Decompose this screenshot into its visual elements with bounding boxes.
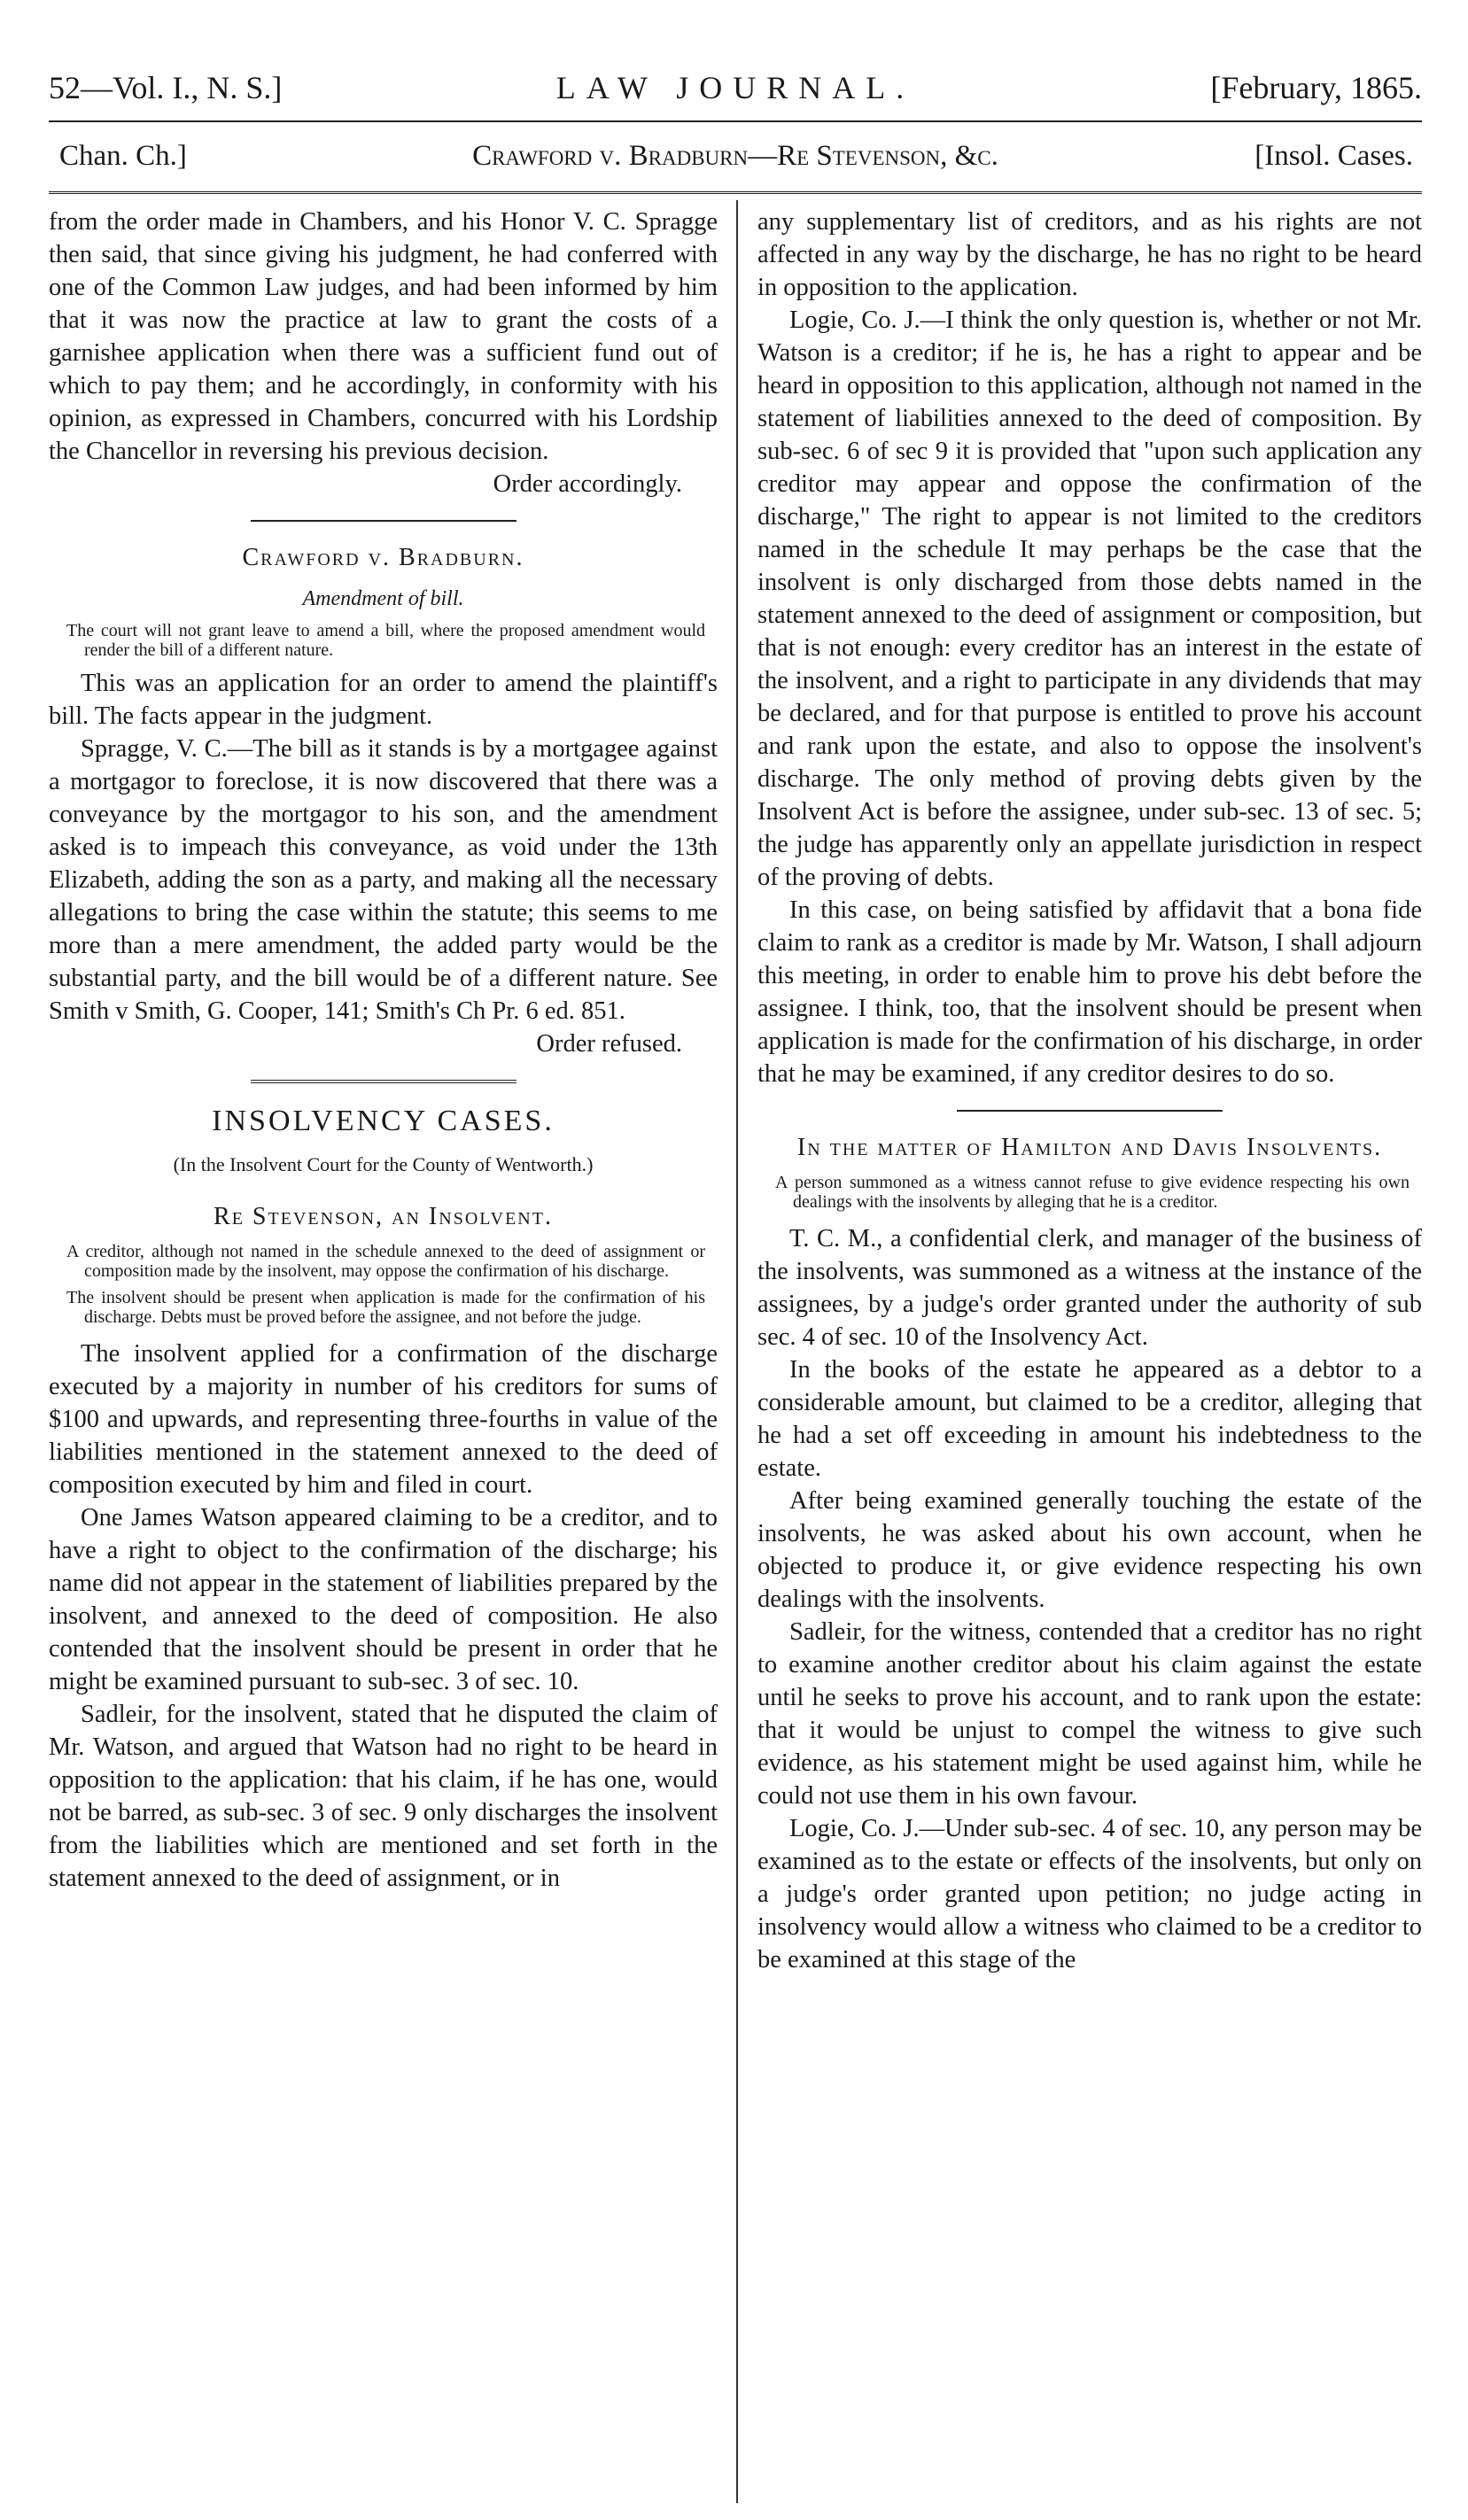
paragraph: Logie, Co. J.—I think the only question is, whether or not Mr. Watson is a creditor; if he is, he has a right to appear and be heard in opposition to this application, although not named in the statement of liabilities annexed to the deed of composition. By sub-sec. 6 of sec 9 it is provided that "upon such application any creditor may appear and oppose the confirmation of the discharge," The right to appear is not limited to the creditors named in the schedule It may perhaps be the case that the insolvent is only discharged from those debts named in the statement annexed to the deed of assignment or composition, but that is not enough: every creditor has an interest in the estate of the insolvent, and a right to participate in any dividends that may be declared, and for that purpose is entitled to prove his account and rank upon the estate, and also to oppose the insolvent's discharge. The only method of proving debts given by the Insolvent Act is before the assignee, under sub-sec. 13 of sec. 5; the judge has apparently only an appellate jurisdiction in respect of the proving of debts. (757, 306, 1422, 891)
right-column (757, 205, 1422, 1976)
headnote: A person summoned as a witness cannot refuse to give evidence respecting his own dealings with the insolvents by alleging that he is a creditor. (775, 1173, 1410, 1212)
case-title: In the matter of Hamilton and Davis Insolvents. (796, 1134, 1383, 1161)
section-rule (251, 520, 517, 522)
headnote: A creditor, although not named in the schedule annexed to the deed of assignment or composition made by the insolvent, may oppose the confirmation of his discharge. (66, 1242, 705, 1281)
left-column (49, 205, 718, 1895)
journal-title: LAW JOURNAL. (555, 70, 915, 105)
section-rule (957, 1110, 1223, 1112)
case-names: Crawford v. Bradburn—Re Stevenson, &c. (472, 140, 998, 172)
paragraph: After being examined generally touching the estate of the insolvents, he was asked about his own account, when he objected to produce it, or give evidence respecting his own dealings with the insolvents. (757, 1487, 1422, 1613)
paragraph: In the books of the estate he appeared as a debtor to a considerable amount, but claimed to be a creditor, alleging that he had a set off exceeding in amount his indebtedness to the estate. (757, 1356, 1422, 1482)
section-rule (251, 1080, 517, 1083)
paragraph: One James Watson appeared claiming to be a creditor, and to have a right to object to the confirmation of the discharge; his name did not appear in the statement of liabilities prepared by the insolvent, and annexed to the deed of composition. He also contended that the insolvent should be present in order that he might be examined pursuant to sub-sec. 3 of sec. 10. (49, 1504, 718, 1695)
paragraph: The insolvent applied for a confirmation of the discharge executed by a majority in number of his creditors for sums of $100 and upwards, and representing three-fourths in value of the liabilities mentioned in the statement annexed to the deed of composition executed by him and filed in court. (49, 1340, 718, 1499)
case-title: Crawford v. Bradburn. (242, 544, 524, 571)
running-header (49, 69, 1422, 122)
order-line: Order refused. (536, 1030, 682, 1058)
running-subheader (49, 140, 1422, 184)
headnote: The insolvent should be present when application is made for the confirmation of his discharge. Debts must be proved before the assignee, and not before the judge. (66, 1288, 705, 1327)
paragraph: T. C. M., a confidential clerk, and manager of the business of the insolvents, was summoned as a witness at the instance of the assignees, by a judge's order granted under the authority of sub sec. 4 of sec. 10 of the Insolvency Act. (757, 1225, 1422, 1351)
headnote: The court will not grant leave to amend a bill, where the proposed amendment would render the bill of a different nature. (66, 621, 705, 660)
paragraph: This was an application for an order to amend the plaintiff's bill. The facts appear in the judgment. (49, 670, 718, 730)
journal-page (49, 35, 1422, 2498)
court-label: Chan. Ch.] (59, 140, 187, 172)
section-title: INSOLVENCY CASES. (212, 1105, 555, 1137)
paragraph: from the order made in Chambers, and his Honor V. C. Spragge then said, that since giving his judgment, he had conferred with one of the Common Law judges, and had been informed by him that it was now the practice at law to grant the costs of a garnishee application when there was a sufficient fund out of which to pay them; and he accordingly, in conformity with his opinion, as expressed in Chambers, concurred with his Lordship the Chancellor in reversing his previous decision. (49, 208, 718, 465)
paragraph: Sadleir, for the insolvent, stated that he disputed the claim of Mr. Watson, and argued that Watson had no right to be heard in opposition to the application: that his claim, if he has one, would not be barred, as sub-sec. 3 of sec. 9 only discharges the insolvent from the liabilities which are mentioned and set forth in the statement annexed to the deed of assignment, or in (49, 1701, 718, 1892)
header-rule (49, 120, 1422, 122)
court-note: (In the Insolvent Court for the County of Wentworth.) (173, 1153, 594, 1175)
subheader-rule (49, 191, 1422, 194)
paragraph: Sadleir, for the witness, contended that a creditor has no right to examine another creditor about his claim against the estate until he seeks to prove his account, and to rank upon the estate: that it would be unjust to compel the witness to give such evidence, as his statement might be used against him, while he could not use them in his own favour. (757, 1618, 1422, 1810)
case-subtitle: Amendment of bill. (302, 587, 464, 610)
order-line: Order accordingly. (493, 470, 682, 498)
issue-date: [February, 1865. (1210, 70, 1422, 105)
paragraph: Logie, Co. J.—Under sub-sec. 4 of sec. 10, any person may be examined as to the estate or effects of the insolvents, but only on a judge's order granted upon petition; no judge acting in insolvency would allow a witness who claimed to be a creditor to be examined at this stage of the (757, 1815, 1422, 1973)
column-divider (736, 200, 738, 2503)
paragraph: any supplementary list of creditors, and as his rights are not affected in any way by the discharge, he has no right to be heard in opposition to the application. (757, 208, 1422, 301)
paragraph: In this case, on being satisfied by affidavit that a bona fide claim to rank as a creditor is made by Mr. Watson, I shall adjourn this meeting, in order to enable him to prove his debt before the assignee. I think, too, that the insolvent should be present when application is made for the confirmation of his discharge, in order that he may be examined, if any creditor desires to do so. (757, 896, 1422, 1088)
section-label: [Insol. Cases. (1254, 140, 1413, 172)
volume-label: 52—Vol. I., N. S.] (49, 70, 283, 105)
case-title: Re Stevenson, an Insolvent. (214, 1203, 553, 1230)
paragraph: Spragge, V. C.—The bill as it stands is by a mortgagee against a mortgagor to foreclose, it is now discovered that there was a conveyance by the mortgagor to his son, and the amendment asked is to impeach this conveyance, as void under the 13th Elizabeth, adding the son as a party, and making all the necessary allegations to bring the case within the statute; this seems to me more than a mere amendment, the added party would be the substantial party, and the bill would be of a different nature. See Smith v Smith, G. Cooper, 141; Smith's Ch Pr. 6 ed. 851. (49, 735, 718, 1025)
